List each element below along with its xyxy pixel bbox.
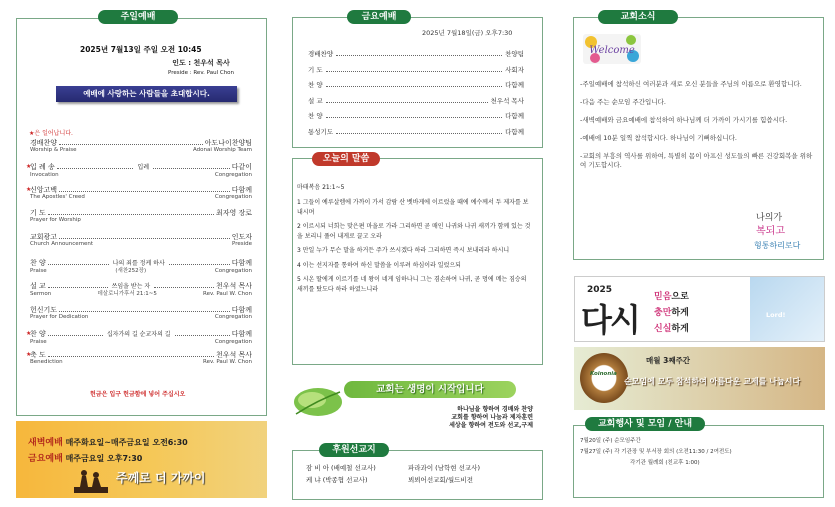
banner-line-highlight: 신실 — [654, 324, 672, 334]
dot-leader — [326, 67, 503, 72]
koinonia-emblem — [580, 353, 628, 403]
friday-order-label: 찬 양 — [308, 112, 323, 120]
friday-worship-header: 금요예배 — [347, 10, 411, 24]
sunday-worship-header: 주일예배 — [98, 10, 178, 24]
order-title: 십자가의 길 순교자의 길 — [106, 331, 171, 338]
news-item: -다음 주는 순모임 주간입니다. — [580, 98, 666, 106]
friday-order-row — [308, 47, 524, 63]
svg-text:Welcome: Welcome — [589, 45, 635, 56]
dot-leader — [326, 82, 503, 87]
leaf-icon — [292, 380, 352, 420]
order-leader: 아도나이찬양팀 — [204, 139, 252, 147]
event-line: 각기관 월례회 (친교후 1:00) — [630, 460, 700, 466]
friday-order-row — [308, 109, 524, 125]
order-sub — [30, 359, 252, 366]
verse-text: 4 이는 선지자를 통하여 하신 말씀을 이루려 하심이라 일렀으되 — [297, 261, 461, 269]
sunday-preacher — [168, 58, 234, 78]
standup-note: ★은 일어납니다. — [29, 130, 73, 137]
order-sub — [30, 339, 252, 346]
event-line: 7월20일 (주) 순모임주간 — [580, 438, 641, 444]
order-title: 쓰임을 받는 자 — [111, 283, 151, 290]
verse-text: 1 그들이 예루살렘에 가까이 가서 감람 산 벳바게에 이르렀을 때에 예수께서 두 제자를 보내시며 — [297, 199, 529, 216]
order-sub-leader: Adonai Worship Team — [192, 147, 252, 153]
svg-text:복되고: 복되고 — [756, 226, 785, 237]
calligraphy-art — [752, 208, 812, 252]
worship-order-item — [30, 209, 252, 224]
order-label: 기 도 — [30, 209, 46, 217]
order-sub-en: Prayer for Dedication — [30, 314, 89, 320]
events-header: 교회행사 및 모임 / 안내 — [585, 417, 705, 431]
order-row — [30, 306, 252, 314]
order-row — [30, 186, 252, 194]
dawn-service-line: 새벽예배 매주화요일~매주금요일 오전6:30 — [28, 438, 188, 448]
order-sub-leader: Rev. Paul W. Chon — [203, 291, 252, 297]
order-leader: 다함께 — [231, 259, 253, 267]
news-item: -주일예배에 참석하신 여러분과 새로 오신 분들을 주님의 이름으로 환영합니다. — [580, 80, 802, 88]
friday-order-leader: 찬양팀 — [505, 50, 524, 58]
order-label: 교회광고 — [30, 233, 58, 241]
dot-leader — [48, 283, 108, 288]
order-row — [30, 233, 252, 241]
dot-leader — [48, 352, 214, 357]
order-label: 경배찬양 — [30, 139, 58, 147]
order-sub-mid: 데살로니가후서 21:1~5 — [97, 291, 157, 297]
order-label: 찬 양 — [30, 259, 46, 267]
koinonia-word: Koinonia — [590, 371, 617, 377]
preacher-ko: 인도 : 천우석 목사 — [172, 59, 230, 67]
banner-line-highlight: 충만 — [654, 308, 672, 318]
dot-leader — [175, 331, 230, 336]
friday-order-row — [308, 78, 524, 94]
koinonia-message: 순모임에 모두 참석하여 아름다운 교제를 나눕시다 — [624, 377, 801, 386]
motto-text: 주께로 더 가까이 — [116, 471, 206, 485]
order-title: 입례 — [137, 164, 150, 171]
vision-line: 하나님을 향하여 경배와 찬양 — [457, 406, 533, 413]
worship-order-item — [26, 351, 252, 366]
order-leader: 다함께 — [231, 186, 252, 194]
order-sub-leader: Congregation — [214, 268, 252, 274]
banner-line-rest: 으로 — [671, 292, 689, 302]
order-leader: 인도자 — [231, 233, 252, 241]
vision-line: 교회를 향하여 나눔과 제자훈련 — [451, 414, 533, 421]
order-leader: 다함께 — [231, 306, 252, 314]
order-sub-en: Invocation — [30, 172, 59, 178]
dot-leader — [154, 283, 214, 288]
order-sub-en: Benediction — [30, 359, 63, 365]
friday-order-leader: 사회자 — [505, 65, 524, 74]
order-sub-leader: Congregation — [214, 172, 252, 178]
banner-line-rest: 하게 — [671, 308, 689, 318]
order-title: 나의 죄를 정케 하사 — [112, 260, 165, 267]
missionaries-header: 후원선교지 — [319, 443, 389, 457]
verse-text: 2 이르시되 너희는 맞은편 마을로 가라 그리하면 곧 매인 나귀와 나귀 새끼가 함께 있는 것을 보리니 풀어 내게로 끌고 오라 — [297, 223, 531, 240]
worship-order-item — [30, 259, 252, 275]
order-leader: 천우석 목사 — [215, 351, 252, 359]
banner-big-text: 다시 — [581, 301, 639, 339]
order-sub-en: Worship & Praise — [30, 147, 77, 153]
koinonia-schedule: 매월 3째주간 — [646, 356, 691, 365]
friday-order-leader: 다함께 — [505, 127, 524, 136]
sunday-date: 2025년 7월13일 주일 오전 10:45 — [80, 45, 202, 54]
order-label: 헌신기도 — [30, 306, 58, 314]
offering-note: 헌금은 입구 헌금함에 넣어 주십시오 — [90, 391, 186, 398]
dot-leader — [59, 140, 203, 145]
worship-order-item — [30, 306, 252, 321]
lord-text: Lord! — [766, 311, 786, 319]
stand-star-icon: ★ — [26, 351, 32, 358]
verse-list — [297, 198, 533, 299]
banner-line — [654, 305, 689, 321]
order-sub-leader: Congregation — [214, 339, 252, 345]
praying-figures-icon — [74, 461, 108, 493]
preacher-en: Preside : Rev. Paul Chon — [168, 70, 235, 76]
service-times-banner — [16, 421, 267, 498]
missionary-name: 케 냐 (박종협 선교사) — [306, 476, 368, 484]
friday-order-list — [308, 47, 524, 140]
dot-leader — [59, 234, 230, 239]
stand-star-icon: ★ — [26, 163, 32, 170]
stand-star-icon: ★ — [26, 186, 32, 193]
today-word-header: 오늘의 말씀 — [312, 152, 380, 166]
order-row — [30, 259, 252, 268]
order-leader: 다함께 — [231, 330, 253, 338]
friday-order-row — [308, 94, 524, 110]
order-sub-leader: Preside — [231, 241, 252, 247]
friday-order-row — [308, 125, 524, 141]
welcome-art-icon — [583, 34, 641, 64]
worship-order-item — [30, 282, 252, 298]
order-sub-leader: Congregation — [214, 314, 252, 320]
friday-order-label: 설 교 — [308, 96, 323, 105]
order-leader: 천우석 목사 — [215, 282, 253, 290]
dot-leader — [59, 307, 230, 312]
dot-leader — [326, 98, 488, 103]
svg-text:형통하리로다: 형통하리로다 — [754, 241, 801, 250]
order-sub — [30, 268, 252, 275]
svg-text:나의가: 나의가 — [756, 213, 783, 223]
friday-order-row — [308, 63, 524, 79]
vision-line: 세상을 향하여 전도와 선교,구제 — [449, 422, 533, 429]
order-leader: 최자영 장로 — [215, 209, 252, 217]
news-item: -교회의 부흥의 역사를 위하여, 특별히 몸이 아프신 성도들의 빠른 건강회복을 위하여 기도합시다. — [580, 152, 813, 169]
order-sub-leader: Congregation — [214, 194, 252, 200]
order-row — [30, 351, 252, 359]
dot-leader — [336, 129, 502, 134]
friday-service-line: 금요예배 매주금요일 오후7:30 — [28, 454, 143, 464]
church-vision-banner — [292, 374, 543, 434]
order-sub-en: Praise — [30, 339, 47, 345]
order-sub — [30, 314, 252, 321]
banner-line-highlight: 믿음 — [654, 292, 672, 302]
worship-order-item — [26, 186, 252, 201]
order-sub — [30, 217, 252, 224]
order-label: 축 도 — [30, 351, 46, 359]
friday-order-leader: 다함께 — [505, 81, 524, 89]
stand-star-icon: ★ — [26, 330, 32, 337]
dot-leader — [48, 260, 109, 265]
order-sub-en: Sermon — [30, 291, 52, 297]
friday-order-label: 통성기도 — [308, 127, 334, 136]
banner-year: 2025 — [587, 285, 613, 295]
lord-image — [750, 277, 824, 342]
order-row — [30, 209, 252, 217]
banner-line — [654, 321, 689, 337]
missionary-place: 뵈뵈어선교회/월드비전 — [408, 476, 473, 484]
news-item: -새벽예배와 금요예배에 참석하여 하나님께 더 가까이 가시기를 힘씁시다. — [580, 116, 788, 124]
events-list — [580, 436, 732, 469]
order-sub-en: Church Announcement — [30, 241, 94, 247]
order-sub — [30, 172, 252, 179]
dot-leader — [169, 260, 230, 265]
friday-order-label: 찬 양 — [308, 81, 323, 89]
missionary-name: 잠 비 아 (배예철 선교사) — [306, 464, 376, 472]
order-sub-en: Praise — [30, 268, 47, 274]
dot-leader — [326, 113, 503, 118]
vision-lines — [449, 406, 533, 430]
order-label: 신앙고백 — [30, 186, 58, 194]
verse-text: 5 시온 딸에게 이르기를 네 왕이 네게 임하나니 그는 겸손하여 나귀, 곧 멍에 메는 짐승의 새끼를 탔도다 하라 하였느니라 — [297, 276, 527, 293]
order-sub — [30, 147, 252, 154]
news-item: -예배에 10분 일찍 참석합시다. 하나님이 기뻐하십니다. — [580, 134, 737, 142]
missionaries-list — [306, 462, 536, 486]
dot-leader — [153, 164, 230, 169]
missionary-row — [306, 474, 536, 486]
order-sub-en: The Apostles' Creed — [30, 194, 85, 200]
friday-order-label: 기 도 — [308, 65, 323, 74]
order-row — [30, 282, 252, 291]
dot-leader — [59, 187, 230, 192]
event-line: 7월27일 (주) 각 기관장 및 부서장 회의 (오전11:30 / 2여전도) — [580, 449, 732, 455]
order-label: 설 교 — [30, 282, 46, 290]
banner-line — [654, 289, 689, 305]
banner-lines — [654, 289, 689, 337]
worship-order-item — [26, 330, 253, 346]
order-row — [30, 139, 252, 147]
friday-order-label: 경배찬양 — [308, 50, 334, 58]
order-label: 입 례 송 — [30, 163, 55, 171]
vision-title: 교회는 생명이 시작입니다 — [344, 381, 516, 398]
dot-leader — [336, 51, 502, 56]
church-news-header: 교회소식 — [598, 10, 678, 24]
verse-text: 3 만일 누가 무슨 말을 하거든 주가 쓰시겠다 하라 그리하면 즉시 보내리라 하시니 — [297, 247, 510, 254]
order-sub-en: Prayer for Worship — [30, 217, 81, 223]
welcome-banner: 예배에 사랑하는 사람들을 초대합시다. — [56, 86, 237, 102]
news-list — [580, 80, 816, 179]
dot-leader — [48, 210, 214, 215]
dot-leader — [48, 331, 103, 336]
order-sub — [30, 291, 252, 298]
missionary-row — [306, 462, 536, 474]
order-sub — [30, 194, 252, 201]
order-row — [30, 330, 252, 339]
order-sub — [30, 241, 252, 248]
worship-order-item — [30, 139, 252, 154]
koinonia-banner — [574, 347, 825, 410]
friday-order-leader: 천우석 목사 — [490, 96, 524, 105]
friday-date: 2025년 7월18일(금) 오후7:30 — [422, 29, 513, 37]
missionary-place: 파라과이 (남학현 선교사) — [408, 464, 480, 472]
order-sub-mid: (새찬252장) — [115, 268, 147, 274]
worship-order-item — [26, 163, 253, 179]
friday-order-leader: 다함께 — [505, 112, 524, 120]
worship-order-item — [30, 233, 252, 248]
dot-leader — [57, 164, 134, 169]
order-row — [30, 163, 252, 172]
order-label: 찬 양 — [30, 330, 46, 338]
banner-line-rest: 하게 — [671, 324, 689, 334]
banner-2025 — [574, 276, 825, 342]
order-leader: 다같이 — [231, 163, 253, 171]
verse-reference: 마태복음 21:1~5 — [297, 184, 345, 191]
order-sub-leader: Rev. Paul W. Chon — [203, 359, 252, 365]
